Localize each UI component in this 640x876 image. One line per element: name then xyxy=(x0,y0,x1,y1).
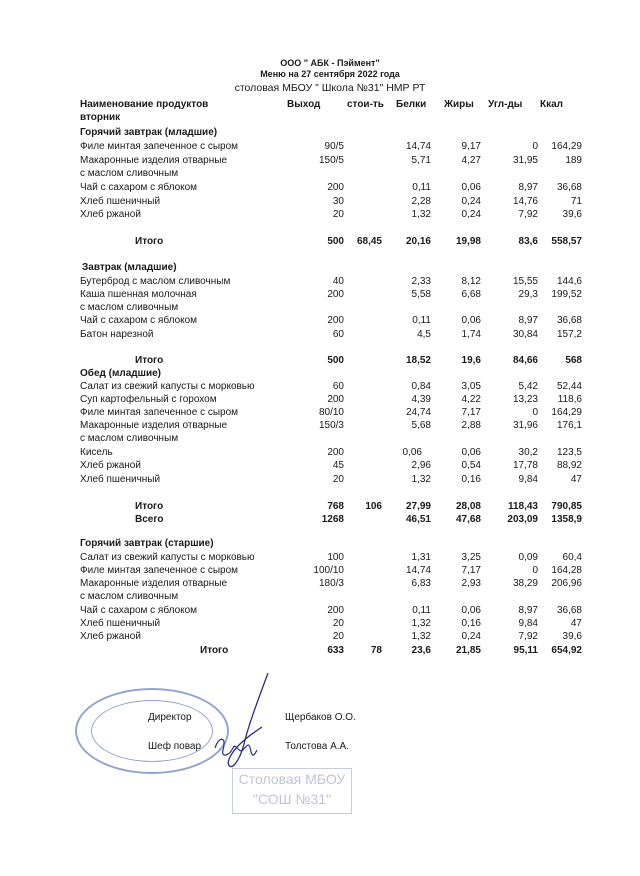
item-output: 40 xyxy=(332,276,344,287)
item-carbs: 7,92 xyxy=(518,209,538,220)
item-protein: 0,11 xyxy=(412,605,431,616)
section-title-row xyxy=(0,261,640,274)
item-kcal: 36,68 xyxy=(556,182,582,193)
item-protein: 20,16 xyxy=(405,236,431,247)
item-carbs: 8,97 xyxy=(518,182,538,193)
item-name: Хлеб пшеничный xyxy=(80,196,161,207)
item-output: 100 xyxy=(327,552,344,563)
col-name-header: Наименование продуктов xyxy=(80,99,209,110)
item-carbs: 0,09 xyxy=(518,552,538,563)
table-row xyxy=(0,393,640,406)
item-fat: 0,06 xyxy=(461,182,481,193)
item-output: 633 xyxy=(327,645,344,656)
item-carbs: 9,84 xyxy=(518,618,538,629)
item-fat: 0,06 xyxy=(461,447,481,458)
item-fat: 0,54 xyxy=(461,460,481,471)
item-carbs: 95,11 xyxy=(513,645,538,656)
item-protein: 14,74 xyxy=(405,565,431,576)
item-output: 200 xyxy=(327,289,344,300)
item-fat: 47,68 xyxy=(455,514,481,525)
item-name: Чай с сахаром с яблоком xyxy=(80,315,198,326)
item-fat: 0,06 xyxy=(461,315,481,326)
item-output: 20 xyxy=(332,209,344,220)
item-protein: 0,11 xyxy=(412,182,431,193)
canteen-stamp-line1: Столовая МБОУ xyxy=(238,771,346,787)
item-name: Чай с сахаром с яблоком xyxy=(80,605,198,616)
table-row xyxy=(0,551,640,564)
item-protein: 1,32 xyxy=(411,209,431,220)
table-row xyxy=(0,630,640,643)
item-fat: 19,98 xyxy=(455,236,481,247)
item-output: 500 xyxy=(327,236,344,247)
item-kcal: 36,68 xyxy=(556,315,582,326)
item-carbs: 8,97 xyxy=(518,315,538,326)
table-row xyxy=(0,195,640,208)
item-fat: 1,74 xyxy=(461,329,481,340)
item-fat: 2,93 xyxy=(461,578,481,589)
item-name: Итого xyxy=(135,236,164,247)
weekday-row xyxy=(0,111,640,124)
item-output: 80/10 xyxy=(318,407,344,418)
section-title-row xyxy=(0,537,640,550)
item-name: Хлеб ржаной xyxy=(80,631,141,642)
item-fat: 0,24 xyxy=(461,209,481,220)
item-kcal: 568 xyxy=(565,355,582,366)
total-row xyxy=(0,644,640,657)
table-row xyxy=(0,419,640,432)
chef-name: Толстова А.А. xyxy=(285,741,349,752)
item-fat: 0,16 xyxy=(461,618,481,629)
item-carbs: 13,23 xyxy=(512,394,538,405)
col-protein-header: Белки xyxy=(396,99,427,110)
item-output: 150/3 xyxy=(318,420,344,431)
item-protein: 6,83 xyxy=(411,578,431,589)
table-row xyxy=(0,617,640,630)
item-carbs: 0 xyxy=(532,141,538,152)
item-kcal: 199,52 xyxy=(551,289,582,300)
item-name: с маслом сливочным xyxy=(80,168,179,179)
item-kcal: 654,92 xyxy=(551,645,582,656)
table-row xyxy=(0,328,640,341)
col-carbs-header: Угл-ды xyxy=(488,99,523,110)
item-fat: 2,88 xyxy=(461,420,481,431)
item-fat: 4,27 xyxy=(461,155,481,166)
director-name: Щербаков О.О. xyxy=(285,712,356,723)
item-fat: 21,85 xyxy=(455,645,481,656)
item-name: Салат из свежий капусты с морковью xyxy=(80,552,255,563)
item-output: 60 xyxy=(332,381,344,392)
item-carbs: 9,84 xyxy=(518,474,538,485)
table-row xyxy=(0,167,640,180)
item-fat: 0,24 xyxy=(461,196,481,207)
item-fat: 7,17 xyxy=(461,407,481,418)
chef-signature xyxy=(205,728,265,768)
item-kcal: 47 xyxy=(570,474,582,485)
col-fat-header: Жиры xyxy=(444,99,474,110)
item-carbs: 7,92 xyxy=(518,631,538,642)
item-fat: 0,24 xyxy=(461,631,481,642)
item-protein: 5,68 xyxy=(411,420,431,431)
item-name: Бутерброд с маслом сливочным xyxy=(80,276,231,287)
item-protein: 18,52 xyxy=(405,355,431,366)
item-name: Хлеб ржаной xyxy=(80,460,141,471)
item-output: 1268 xyxy=(321,514,344,525)
table-row xyxy=(0,301,640,314)
item-name: Макаронные изделия отварные xyxy=(80,578,228,589)
item-kcal: 164,28 xyxy=(551,565,582,576)
item-fat: 9,17 xyxy=(461,141,481,152)
item-kcal: 52,44 xyxy=(556,381,582,392)
item-cost: 68,45 xyxy=(356,236,382,247)
item-kcal: 36,68 xyxy=(556,605,582,616)
item-protein: 2,28 xyxy=(411,196,431,207)
item-output: 200 xyxy=(327,315,344,326)
item-kcal: 60,4 xyxy=(562,552,582,563)
item-carbs: 203,09 xyxy=(507,514,538,525)
item-output: 150/5 xyxy=(318,155,344,166)
item-kcal: 790,85 xyxy=(551,501,582,512)
item-kcal: 39,6 xyxy=(562,631,582,642)
director-title: Директор xyxy=(148,712,192,723)
item-fat: 0,06 xyxy=(461,605,481,616)
item-carbs: 8,97 xyxy=(518,605,538,616)
item-protein: 0,11 xyxy=(412,315,431,326)
item-name: с маслом сливочным xyxy=(80,433,179,444)
item-protein: 46,51 xyxy=(405,514,431,525)
canteen-stamp-line2: "СОШ №31" xyxy=(253,791,331,807)
table-row xyxy=(0,154,640,167)
table-row xyxy=(0,459,640,472)
item-kcal: 164,29 xyxy=(551,141,582,152)
item-fat: 3,25 xyxy=(461,552,481,563)
item-name: с маслом сливочным xyxy=(80,591,179,602)
item-carbs: 0 xyxy=(532,565,538,576)
item-name: Кисель xyxy=(80,447,113,458)
table-row xyxy=(0,590,640,603)
item-output: 20 xyxy=(332,631,344,642)
item-name: Салат из свежий капусты с морковью xyxy=(80,381,255,392)
item-kcal: 39,6 xyxy=(562,209,582,220)
item-protein: 5,58 xyxy=(411,289,431,300)
table-row xyxy=(0,380,640,393)
item-kcal: 88,92 xyxy=(556,460,582,471)
item-kcal: 123,5 xyxy=(556,447,582,458)
item-carbs: 31,96 xyxy=(512,420,538,431)
item-kcal: 144,6 xyxy=(556,276,582,287)
item-name: Макаронные изделия отварные xyxy=(80,420,228,431)
item-kcal: 1358,9 xyxy=(551,514,582,525)
item-carbs: 17,78 xyxy=(512,460,538,471)
table-row xyxy=(0,446,640,459)
company-name: ООО " АБК - Пэймент" xyxy=(280,58,380,68)
item-output: 200 xyxy=(327,182,344,193)
table-row xyxy=(0,275,640,288)
item-protein: 0,06 xyxy=(402,447,422,458)
item-fat: 8,12 xyxy=(461,276,481,287)
chef-title: Шеф повар xyxy=(148,741,202,752)
item-carbs: 14,76 xyxy=(512,196,538,207)
item-carbs: 84,66 xyxy=(512,355,538,366)
canteen-stamp xyxy=(232,768,352,814)
item-output: 180/3 xyxy=(318,578,344,589)
item-output: 60 xyxy=(332,329,344,340)
table-row xyxy=(0,140,640,153)
item-protein: 24,74 xyxy=(405,407,431,418)
item-carbs: 31,95 xyxy=(512,155,538,166)
item-name: Хлеб пшеничный xyxy=(80,618,161,629)
item-output: 20 xyxy=(332,474,344,485)
total-row xyxy=(0,513,640,526)
item-kcal: 118,6 xyxy=(557,394,582,405)
column-header xyxy=(0,98,640,111)
item-kcal: 164,29 xyxy=(551,407,582,418)
item-protein: 23,6 xyxy=(411,645,431,656)
table-row xyxy=(0,181,640,194)
item-protein: 2,33 xyxy=(411,276,431,287)
item-name: Батон нарезной xyxy=(80,329,154,340)
school-name: столовая МБОУ " Школа №31" НМР РТ xyxy=(234,82,426,94)
item-name: Всего xyxy=(135,514,164,525)
item-output: 500 xyxy=(327,355,344,366)
item-carbs: 30,2 xyxy=(518,447,538,458)
table-row xyxy=(0,473,640,486)
table-row xyxy=(0,577,640,590)
menu-date: Меню на 27 сентября 2022 года xyxy=(260,69,400,79)
item-protein: 5,71 xyxy=(411,155,431,166)
table-row xyxy=(0,314,640,327)
section-title-row xyxy=(0,367,640,380)
item-kcal: 558,57 xyxy=(551,236,582,247)
item-carbs: 118,43 xyxy=(507,501,538,512)
item-name: с маслом сливочным xyxy=(80,302,179,313)
item-kcal: 47 xyxy=(570,618,582,629)
item-name: Суп картофельный с горохом xyxy=(80,394,217,405)
item-output: 45 xyxy=(332,460,344,471)
item-output: 200 xyxy=(327,447,344,458)
item-name: Горячий завтрак (младшие) xyxy=(80,127,218,138)
item-carbs: 5,42 xyxy=(518,381,538,392)
item-output: 90/5 xyxy=(324,141,344,152)
item-carbs: 83,6 xyxy=(518,236,538,247)
item-name: Хлеб пшеничный xyxy=(80,474,161,485)
item-protein: 0,84 xyxy=(411,381,431,392)
item-output: 768 xyxy=(327,501,344,512)
item-protein: 1,32 xyxy=(411,618,431,629)
item-name: Макаронные изделия отварные xyxy=(80,155,228,166)
item-cost: 106 xyxy=(365,501,382,512)
item-fat: 4,22 xyxy=(461,394,481,405)
item-kcal: 189 xyxy=(565,155,582,166)
total-row xyxy=(0,500,640,513)
item-kcal: 176,1 xyxy=(556,420,582,431)
item-fat: 0,16 xyxy=(461,474,481,485)
item-carbs: 15,55 xyxy=(512,276,538,287)
item-carbs: 38,29 xyxy=(512,578,538,589)
item-protein: 4,39 xyxy=(411,394,431,405)
table-row xyxy=(0,604,640,617)
weekday-label: вторник xyxy=(80,112,121,123)
total-row xyxy=(0,235,640,248)
item-carbs: 30,84 xyxy=(512,329,538,340)
item-protein: 4,5 xyxy=(417,329,431,340)
item-fat: 7,17 xyxy=(461,565,481,576)
item-name: Итого xyxy=(200,645,229,656)
item-kcal: 206,96 xyxy=(551,578,582,589)
item-cost: 78 xyxy=(370,645,382,656)
item-protein: 1,32 xyxy=(411,631,431,642)
item-name: Горячий завтрак (старшие) xyxy=(80,538,214,549)
item-output: 200 xyxy=(327,605,344,616)
item-name: Итого xyxy=(135,355,164,366)
item-name: Итого xyxy=(135,501,164,512)
item-name: Хлеб ржаной xyxy=(80,209,141,220)
item-protein: 1,31 xyxy=(411,552,431,563)
item-fat: 19,6 xyxy=(461,355,481,366)
item-name: Завтрак (младшие) xyxy=(82,262,177,273)
item-output: 20 xyxy=(332,618,344,629)
item-fat: 28,08 xyxy=(455,501,481,512)
table-row xyxy=(0,406,640,419)
item-kcal: 71 xyxy=(570,196,582,207)
col-kcal-header: Ккал xyxy=(540,99,564,110)
item-name: Чай с сахаром с яблоком xyxy=(80,182,198,193)
item-protein: 14,74 xyxy=(405,141,431,152)
col-output-header: Выход xyxy=(287,99,321,110)
item-output: 200 xyxy=(327,394,344,405)
item-name: Каша пшенная молочная xyxy=(80,289,197,300)
total-row xyxy=(0,354,640,367)
item-output: 30 xyxy=(332,196,344,207)
item-carbs: 0 xyxy=(532,407,538,418)
table-row xyxy=(0,288,640,301)
table-row xyxy=(0,564,640,577)
item-output: 100/10 xyxy=(313,565,344,576)
item-name: Филе минтая запеченное с сыром xyxy=(80,141,239,152)
item-kcal: 157,2 xyxy=(556,329,582,340)
item-fat: 6,68 xyxy=(461,289,481,300)
item-protein: 2,96 xyxy=(411,460,431,471)
item-name: Обед (младшие) xyxy=(80,368,162,379)
table-row xyxy=(0,208,640,221)
item-fat: 3,05 xyxy=(461,381,481,392)
section-title-row xyxy=(0,126,640,139)
item-protein: 1,32 xyxy=(411,474,431,485)
item-name: Филе минтая запеченное с сыром xyxy=(80,407,239,418)
item-name: Филе минтая запеченное с сыром xyxy=(80,565,239,576)
item-protein: 27,99 xyxy=(405,501,431,512)
col-cost-header: стои-ть xyxy=(347,99,384,110)
table-row xyxy=(0,432,640,445)
item-carbs: 29,3 xyxy=(518,289,538,300)
